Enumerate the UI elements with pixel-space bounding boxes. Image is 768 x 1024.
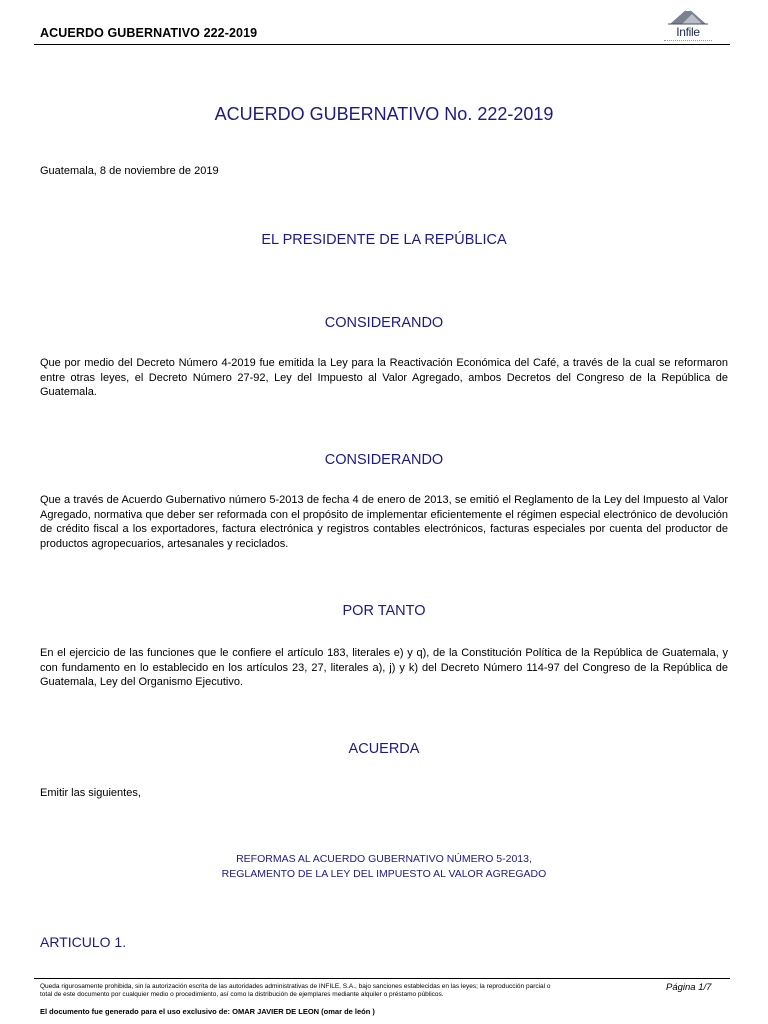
page-number: Página 1/7	[666, 982, 712, 993]
document-title: ACUERDO GUBERNATIVO No. 222-2019	[214, 104, 554, 124]
footer-divider	[34, 978, 730, 979]
company-logo	[660, 4, 716, 44]
footer-legal-notice: Queda rigurosamente prohibida, sin la autorización escrita de las autoridades administrativas de INFILE, S.A., bajo sanciones establecidas en las leyes; la reproducción parcial o total de este documento por cualquier medio o procedimiento, así como la distribución de ejemplares mediante alquiler o préstamo públicos.	[40, 983, 551, 998]
authority-heading: EL PRESIDENTE DE LA REPÚBLICA	[261, 232, 507, 248]
reformas-heading-line-2: REGLAMENTO DE LA LEY DEL IMPUESTO AL VALOR AGREGADO	[221, 868, 547, 880]
infile-mountain-icon	[660, 4, 716, 26]
por-tanto-text: En el ejercicio de las funciones que le confiere el artículo 183, literales e) y q), de la Constitución Política de la República de Guatemala, y con fundamento en lo establecido en los artículos 23, 27, literales a), j) y k) del Decreto Número 114-97 del Congreso de la República de Guatemala, Ley del Organismo Ejecutivo.	[40, 647, 728, 688]
considerando-text-2: Que a través de Acuerdo Gubernativo número 5-2013 de fecha 4 de enero de 2013, se emitió el Reglamento de la Ley del Impuesto al Valor Agregado, normativa que deber ser reformada con el propósito de implementar eficientemente el régimen especial electrónico de devolución de crédito fiscal a los exportadores, factura electrónica y registros contables electrónicos, facturas especiales por cuenta del productor de productos agropecuarios, artesanales y reciclados.	[40, 494, 728, 550]
logo-text: Infile	[676, 25, 700, 39]
logo-tagline-rule	[664, 40, 712, 41]
acuerda-text: Emitir las siguientes,	[40, 787, 141, 799]
considerando-heading-2: CONSIDERANDO	[324, 452, 444, 468]
considerando-text-1: Que por medio del Decreto Número 4-2019 fue emitida la Ley para la Reactivación Económica del Café, a través de la cual se reformaron entre otras leyes, el Decreto Número 27-92, Ley del Impuesto al Valor Agregado, ambos Decretos del Congreso de la República de Guatemala.	[40, 357, 728, 398]
reformas-heading-line-1: REFORMAS AL ACUERDO GUBERNATIVO NÚMERO 5-2013,	[236, 853, 532, 865]
footer-exclusive-use: El documento fue generado para el uso exclusivo de: OMAR JAVIER DE LEON (omar de león )	[40, 1007, 375, 1016]
por-tanto-heading: POR TANTO	[342, 603, 426, 619]
document-date: Guatemala, 8 de noviembre de 2019	[40, 165, 219, 177]
header-title: ACUERDO GUBERNATIVO 222-2019	[40, 26, 258, 40]
articulo-heading: ARTICULO 1.	[40, 934, 127, 950]
considerando-heading-1: CONSIDERANDO	[324, 315, 444, 331]
header-divider	[34, 44, 730, 45]
acuerda-heading: ACUERDA	[348, 741, 420, 757]
